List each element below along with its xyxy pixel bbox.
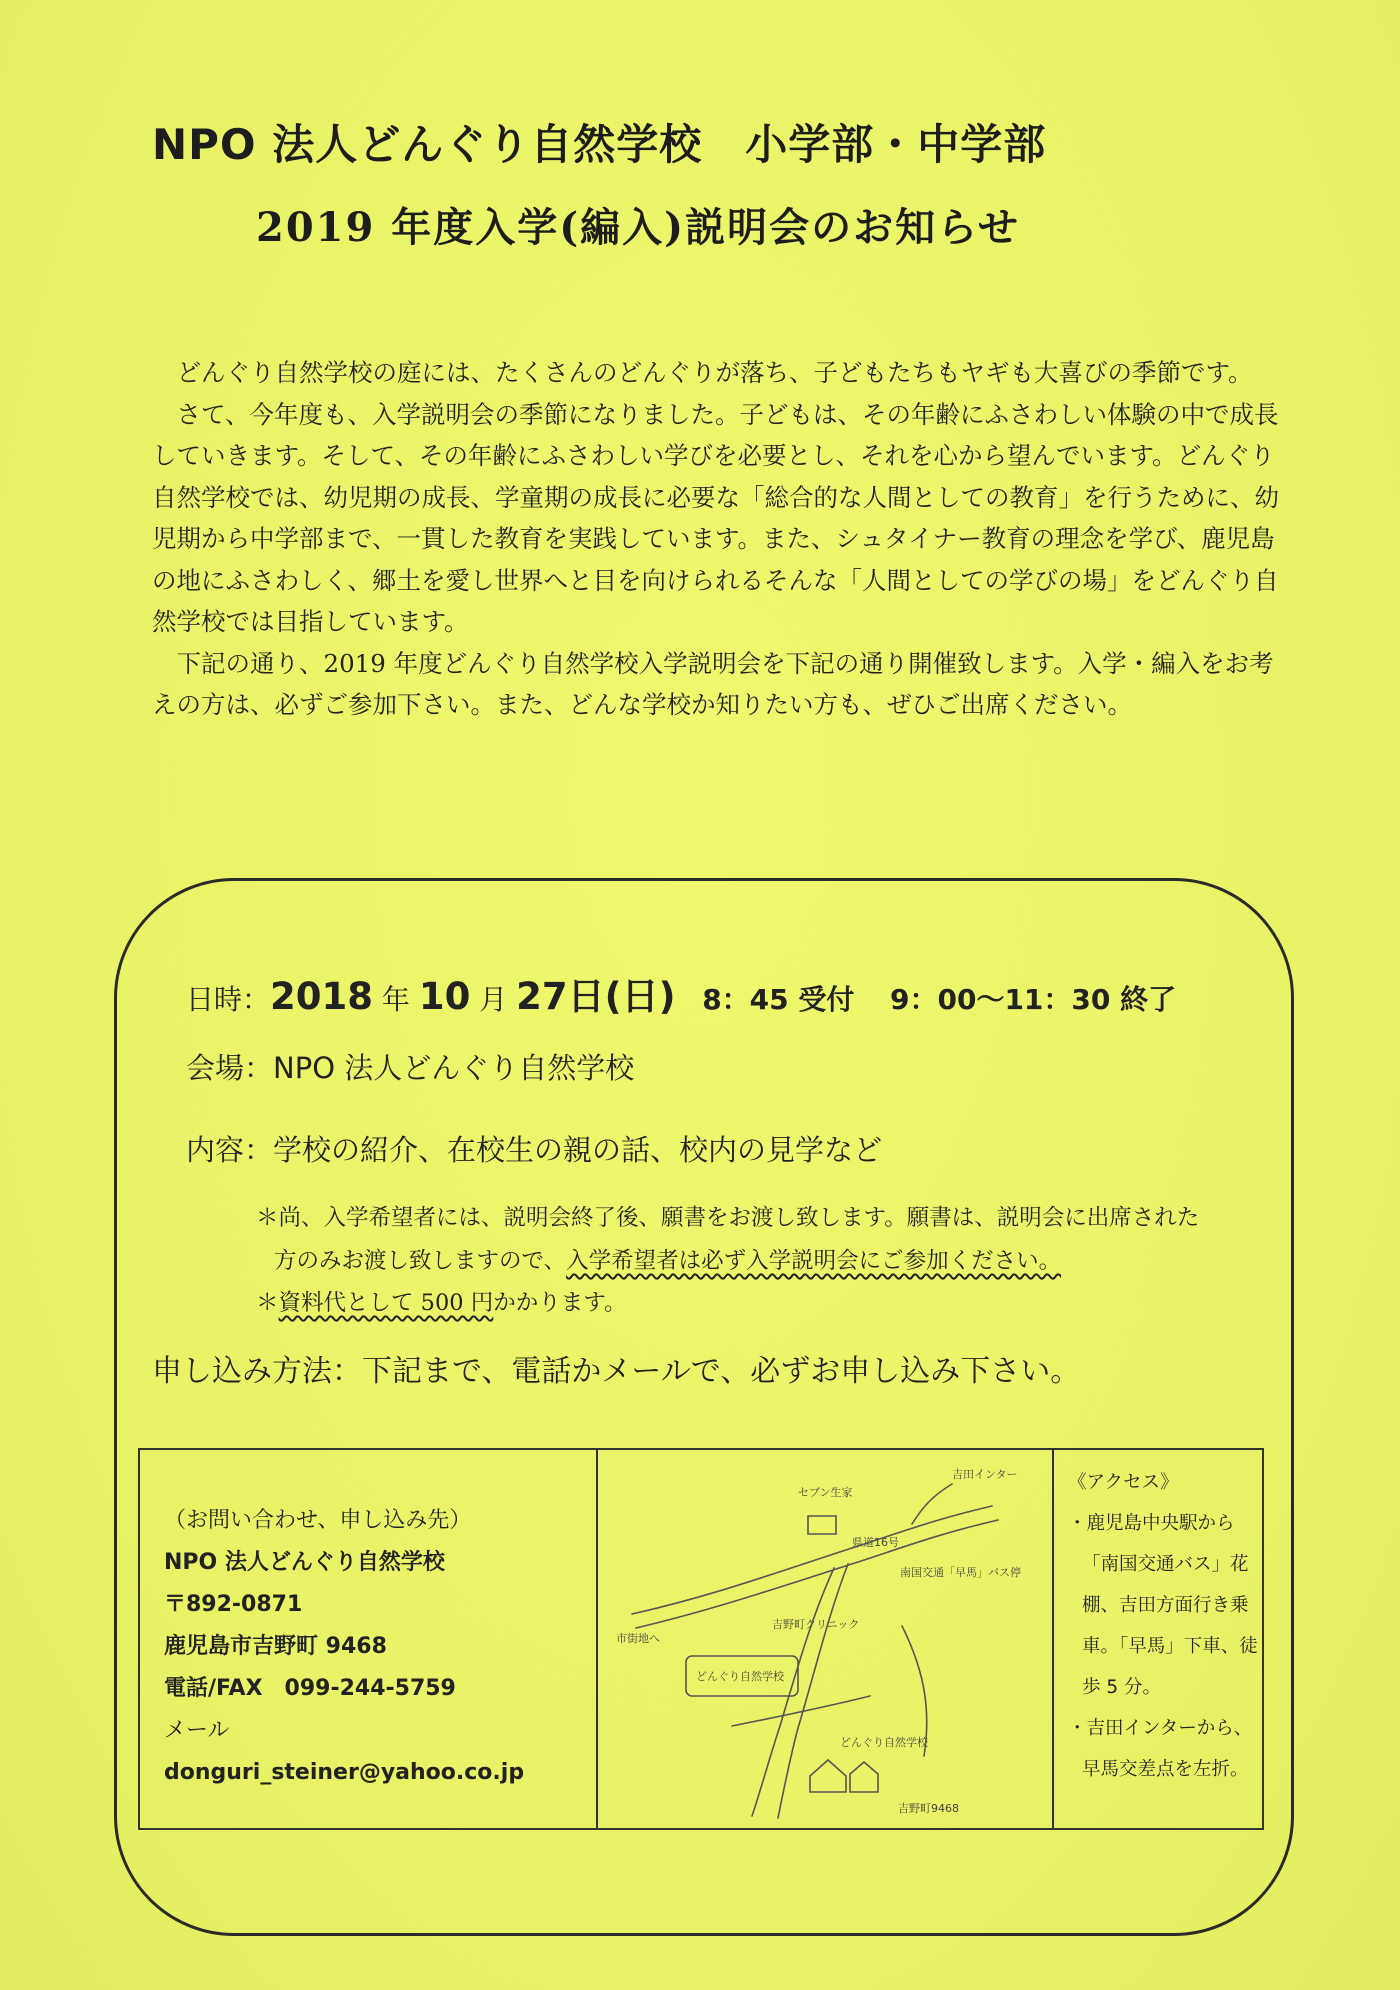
year-unit: 年 <box>381 983 410 1016</box>
contact-zip: 〒892-0871 <box>164 1592 303 1617</box>
event-time: 9：00〜11：30 終了 <box>890 983 1177 1016</box>
map-label: 吉野町9468 <box>898 1802 959 1815</box>
intro-paragraph-1: どんぐり自然学校の庭には、たくさんのどんぐりが落ち、子どもたちもヤギも大喜びの季節です。 <box>176 358 1253 387</box>
contact-org: NPO 法人どんぐり自然学校 <box>164 1550 445 1575</box>
map-label: どんぐり自然学校 <box>696 1670 784 1683</box>
note-mark: ＊ <box>256 1290 279 1316</box>
intro-text <box>152 352 1280 726</box>
column-divider <box>596 1450 598 1828</box>
access-heading: 《アクセス》 <box>1068 1472 1179 1493</box>
note-emphasis: 入学希望者は必ず入学説明会にご参加ください。 <box>566 1248 1062 1274</box>
note-material-fee <box>256 1285 626 1317</box>
contact-info-table <box>138 1448 1264 1830</box>
map-road <box>732 1696 870 1726</box>
map-school <box>850 1762 878 1792</box>
map-label: 吉野町クリニック <box>772 1618 860 1631</box>
note-application-form: ＊尚、入学希望者には、説明会終了後、願書をお渡し致します。願書は、説明会に出席された <box>256 1205 1200 1231</box>
map-label: どんぐり自然学校 <box>840 1736 928 1749</box>
hand-drawn-map <box>602 1456 1048 1826</box>
map-label: 南国交通「早馬」バス停 <box>900 1566 1021 1579</box>
event-day: 27 <box>516 975 568 1018</box>
access-block <box>1068 1462 1258 1790</box>
intro-paragraph-2: さて、今年度も、入学説明会の季節になりました。子どもは、その年齢にふさわしい体験の中で成長していきます。そして、その年齢にふさわしい学びを必要とし、それを心から望んでいます。どんぐり自然学校では、幼児期の成長、学童期の成長に必要な「総合的な人間としての教育」を行うために、幼児期から中学部まで、一貫した教育を実践しています。また、シュタイナー教育の理念を学び、鹿児島の地にふさわしく、郷土を愛し世界へと目を向けられるそんな「人間としての学びの場」をどんぐり自然学校では目指しています。 <box>152 399 1279 636</box>
contact-heading: （お問い合わせ、申し込み先） <box>164 1508 472 1533</box>
map-road <box>752 1568 834 1816</box>
event-year: 2018 <box>270 975 373 1018</box>
note-application-form-2 <box>274 1243 1061 1275</box>
day-unit: 日(日) <box>567 975 676 1018</box>
date-label: 日時： <box>186 983 271 1016</box>
month-unit: 月 <box>479 983 508 1016</box>
column-divider <box>1052 1450 1054 1828</box>
venue-label: 会場： <box>186 1051 274 1085</box>
material-fee: 資料代として 500 円 <box>278 1290 494 1316</box>
event-date-row <box>186 966 1176 1020</box>
access-by-car: ・吉田インターから、早馬交差点を左折。 <box>1068 1718 1253 1780</box>
map-road <box>632 1506 992 1614</box>
contact-phone: 電話/FAX 099-244-5759 <box>164 1676 456 1701</box>
reception-time: 8：45 受付 <box>702 983 855 1016</box>
event-content-row <box>186 1128 882 1169</box>
content-value: 学校の紹介、在校生の親の話、校内の見学など <box>273 1133 883 1167</box>
contact-mail-label: メール <box>164 1718 230 1743</box>
note-text: かかります。 <box>493 1290 627 1316</box>
event-month: 10 <box>418 975 471 1018</box>
map-label: 吉田インター <box>952 1468 1018 1481</box>
map-label: 市街地へ <box>616 1632 660 1645</box>
map-label: 県道16号 <box>852 1536 899 1549</box>
contact-block <box>164 1500 524 1794</box>
map-label: セブン生家 <box>798 1486 853 1499</box>
intro-paragraph-3: 下記の通り、2019 年度どんぐり自然学校入学説明会を下記の通り開催致します。入学・編入をお考えの方は、必ずご参加下さい。また、どんな学校か知りたい方も、ぜひご出席ください。 <box>152 648 1274 719</box>
map-school <box>810 1760 846 1792</box>
map-road <box>778 1564 848 1818</box>
venue-value: NPO 法人どんぐり自然学校 <box>273 1051 635 1085</box>
event-venue-row <box>186 1046 634 1087</box>
note-text: 方のみお渡し致しますので、 <box>274 1248 567 1274</box>
page-title: NPO 法人どんぐり自然学校 小学部・中学部 <box>152 120 1047 169</box>
contact-email[interactable]: donguri_steiner@yahoo.co.jp <box>164 1760 525 1785</box>
application-method: 申し込み方法：下記まで、電話かメールで、必ずお申し込み下さい。 <box>152 1354 1081 1389</box>
page-subtitle: 2019 年度入学(編入)説明会のお知らせ <box>256 204 1020 251</box>
access-by-bus: ・鹿児島中央駅から「南国交通バス」花棚、吉田方面行き乗車。「早馬」下車、徒歩 5 分。 <box>1068 1513 1258 1698</box>
map-shop <box>808 1516 836 1534</box>
contact-address: 鹿児島市吉野町 9468 <box>164 1634 387 1659</box>
content-label: 内容： <box>186 1133 274 1167</box>
